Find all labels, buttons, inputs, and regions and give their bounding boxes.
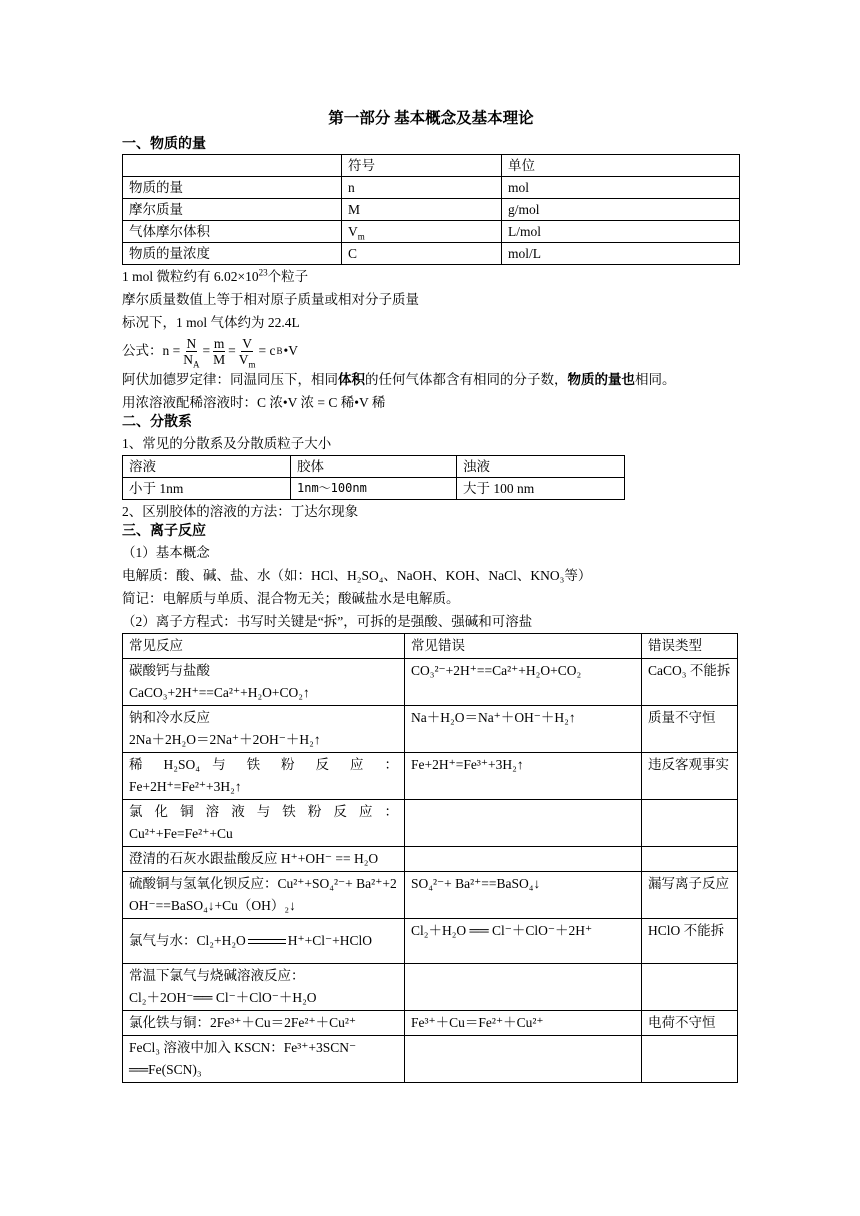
table-row bbox=[123, 1036, 738, 1083]
table-row bbox=[123, 753, 738, 800]
table-row bbox=[123, 659, 738, 706]
table-header-cell: 溶液 bbox=[123, 456, 291, 478]
table-cell: 常温下氯气与烧碱溶液反应： Cl₂＋2OH⁻══ Cl⁻＋ClO⁻＋H₂O bbox=[123, 964, 405, 1011]
table-header-cell: 浊液 bbox=[457, 456, 625, 478]
table-row bbox=[123, 177, 740, 199]
avogadro-number-text: 1 mol 微粒约有 $6.02\times 10^{23}$个粒子 bbox=[122, 267, 309, 284]
table-header-cell: 错误类型 bbox=[642, 634, 738, 659]
basic-concept-subheading: （1）基本概念 bbox=[122, 545, 210, 560]
table-cell: n bbox=[342, 177, 502, 199]
section-heading-2: 二、分散系 bbox=[122, 415, 192, 430]
table-row bbox=[123, 706, 738, 753]
tyndall-text: 2、区别胶体的溶液的方法：丁达尔现象 bbox=[122, 504, 359, 519]
table-row bbox=[123, 847, 738, 872]
avogadro-law-text: 阿伏加德罗定律：同温同压下，相同体积的任何气体都含有相同的分子数，物质的量也相同。 bbox=[122, 372, 676, 387]
table-row bbox=[123, 919, 738, 964]
table-cell: 氯气与水：Cl₂+H₂O H⁺+Cl⁻+HClO bbox=[123, 919, 405, 964]
table-row bbox=[123, 243, 740, 265]
table-cell: 1nm～100nm bbox=[291, 478, 457, 500]
ionic-reaction-table bbox=[122, 633, 738, 1083]
table-row bbox=[123, 800, 738, 847]
table-cell: 稀 H₂SO₄ 与 铁 粉 反 应 ： Fe+2H⁺=Fe²⁺+3H₂↑ bbox=[123, 753, 405, 800]
table-cell: Na＋H₂O＝Na⁺＋OH⁻＋H₂↑ bbox=[405, 706, 642, 753]
table-cell: 大于 100 nm bbox=[457, 478, 625, 500]
ionic-equation-subheading: （2）离子方程式：书写时关键是“拆”，可拆的是强酸、强碱和可溶盐 bbox=[122, 614, 533, 629]
table-cell bbox=[642, 847, 738, 872]
table-header-cell: 常见反应 bbox=[123, 634, 405, 659]
amount-formula: 公式：n = $\frac{N}{N_A}$ = $\frac{m}{M}$ = $\frac{V}{V_m}$ = c B •V bbox=[122, 335, 299, 370]
table-cell: M bbox=[342, 199, 502, 221]
table-cell: HClO 不能拆 bbox=[642, 919, 738, 964]
table-cell bbox=[405, 964, 642, 1011]
table-cell: 气体摩尔体积 bbox=[123, 221, 342, 243]
table-cell: mol bbox=[502, 177, 740, 199]
fraction-n: $\frac{N}{N_A}$ bbox=[183, 335, 200, 370]
table-header-cell: 常见错误 bbox=[405, 634, 642, 659]
table-header-row bbox=[123, 456, 625, 478]
table-cell bbox=[642, 800, 738, 847]
table-row bbox=[123, 478, 625, 500]
table-header-cell: 胶体 bbox=[291, 456, 457, 478]
dilution-text: 用浓溶液配稀溶液时：C 浓•V 浓 = C 稀•V 稀 bbox=[122, 395, 386, 410]
table-header-cell: 单位 bbox=[502, 155, 740, 177]
table-cell: 物质的量浓度 bbox=[123, 243, 342, 265]
electrolyte-text: 电解质：酸、碱、盐、水（如：HCl、H₂SO₄、NaOH、KOH、NaCl、KNO₃等） bbox=[122, 568, 592, 583]
dispersion-subheading: 1、常见的分散系及分散质粒子大小 bbox=[122, 436, 332, 451]
section-heading-3: 三、离子反应 bbox=[122, 524, 206, 539]
table-cell: CaCO₃ 不能拆 bbox=[642, 659, 738, 706]
table-cell: Cl₂＋H₂O ══ Cl⁻＋ClO⁻＋2H⁺ bbox=[405, 919, 642, 964]
table-cell: 违反客观事实 bbox=[642, 753, 738, 800]
table-cell bbox=[642, 964, 738, 1011]
fraction-m: $\frac{m}{M}$ bbox=[213, 335, 226, 367]
table-cell bbox=[405, 1036, 642, 1083]
table-cell: 钠和冷水反应 2Na＋2H₂O＝2Na⁺＋2OH⁻＋H₂↑ bbox=[123, 706, 405, 753]
table-cell: 小于 1nm bbox=[123, 478, 291, 500]
table-cell: 物质的量 bbox=[123, 177, 342, 199]
table-header-row bbox=[123, 634, 738, 659]
table-row bbox=[123, 1011, 738, 1036]
table-cell bbox=[642, 1036, 738, 1083]
table-header-row bbox=[123, 155, 740, 177]
table-cell: CO₃²⁻+2H⁺==Ca²⁺+H₂O+CO₂ bbox=[405, 659, 642, 706]
table-cell: Fe+2H⁺=Fe³⁺+3H₂↑ bbox=[405, 753, 642, 800]
amount-table bbox=[122, 154, 740, 265]
table-cell: C bbox=[342, 243, 502, 265]
table-cell: mol/L bbox=[502, 243, 740, 265]
table-cell: 澄清的石灰水跟盐酸反应 H⁺+OH⁻ == H₂O bbox=[123, 847, 405, 872]
table-row bbox=[123, 964, 738, 1011]
table-header-cell: 符号 bbox=[342, 155, 502, 177]
fraction-v: $\frac{V}{V_m}$ bbox=[238, 335, 256, 370]
page-title: 第一部分 基本概念及基本理论 bbox=[328, 110, 534, 127]
table-cell: $V_m$ bbox=[342, 221, 502, 243]
molar-mass-text: 摩尔质量数值上等于相对原子质量或相对分子质量 bbox=[122, 292, 419, 307]
table-cell: 碳酸钙与盐酸 CaCO₃+2H⁺==Ca²⁺+H₂O+CO₂↑ bbox=[123, 659, 405, 706]
table-cell: Fe³⁺＋Cu＝Fe²⁺＋Cu²⁺ bbox=[405, 1011, 642, 1036]
table-cell bbox=[405, 800, 642, 847]
summary-text: 简记：电解质与单质、混合物无关；酸碱盐水是电解质。 bbox=[122, 591, 460, 606]
table-cell: FeCl₃ 溶液中加入 KSCN：Fe³⁺+3SCN⁻ ══Fe(SCN)₃ bbox=[123, 1036, 405, 1083]
table-cell: g/mol bbox=[502, 199, 740, 221]
table-row bbox=[123, 199, 740, 221]
table-cell: 氯化铁与铜：2Fe³⁺＋Cu＝2Fe²⁺＋Cu²⁺ bbox=[123, 1011, 405, 1036]
reversible-arrow-icon bbox=[248, 939, 286, 944]
table-cell: 氯 化 铜 溶 液 与 铁 粉 反 应 ： Cu²⁺+Fe=Fe²⁺+Cu bbox=[123, 800, 405, 847]
table-cell: L/mol bbox=[502, 221, 740, 243]
dispersion-table bbox=[122, 455, 625, 500]
table-cell: 电荷不守恒 bbox=[642, 1011, 738, 1036]
table-cell bbox=[405, 847, 642, 872]
document-page bbox=[122, 100, 740, 1083]
table-cell: 摩尔质量 bbox=[123, 199, 342, 221]
table-row bbox=[123, 872, 738, 919]
table-cell: 漏写离子反应 bbox=[642, 872, 738, 919]
section-heading-1: 一、物质的量 bbox=[122, 137, 206, 152]
table-cell: SO₄²⁻+ Ba²⁺==BaSO₄↓ bbox=[405, 872, 642, 919]
molar-volume-text: 标况下，1 mol 气体约为 22.4L bbox=[122, 315, 300, 330]
table-cell: 质量不守恒 bbox=[642, 706, 738, 753]
table-row bbox=[123, 221, 740, 243]
table-cell: 硫酸铜与氢氧化钡反应：Cu²⁺+SO₄²⁻+ Ba²⁺+2 OH⁻==BaSO₄↓+Cu（OH）₂↓ bbox=[123, 872, 405, 919]
table-header-cell bbox=[123, 155, 342, 177]
